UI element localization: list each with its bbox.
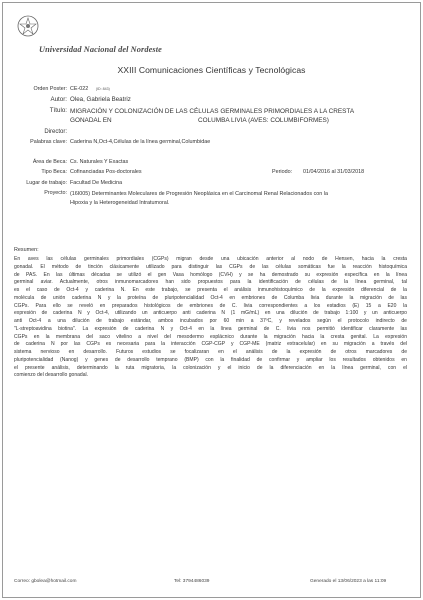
- titulo-line-2-b: COLUMBA LIVIA (AVES: COLUMBIFORMES): [198, 117, 329, 124]
- resumen-line: "L-streptoavidina biotina". La expresión de caderina N y Oct-4 en la línea germinal de C. livia nos permitió identificar claramente las: [14, 325, 407, 332]
- resumen-line: comienzo del desarrollo gonadal.: [14, 372, 89, 379]
- footer-generated: Generado el 13/06/2023 a las 11:09: [310, 579, 387, 584]
- lugar-trabajo-value: Facultad De Medicina: [70, 180, 123, 186]
- periodo-label: Periodo:: [272, 169, 293, 175]
- resumen-line: de PAS. En las últimas décadas se utilizó el gen Vasa homólogo (CVH) y se ha demostrado su expresión específica en la línea: [14, 271, 407, 278]
- resumen-line: germinal aviar. Actualmente, otros inmunomarcadores han sido propuestos para la identificación de células de la línea germinal, tal: [14, 279, 407, 286]
- resumen-line: pluripotencialidad (Nanog) y genes de desarrollo temprano (BMP) con la finalidad de confirmar y ampliar los resultados obtenidos en: [14, 356, 407, 363]
- titulo-line-2: [70, 116, 410, 125]
- resumen-line: de caderina N por las CGPs es necesaria para la interacción CGP-CGP y CGP-ME (matriz extracelular) en su migración a través del: [14, 341, 407, 348]
- university-name: Universidad Nacional del Nordeste: [39, 45, 162, 54]
- university-seal-icon: [15, 14, 41, 38]
- titulo-value: [70, 107, 410, 125]
- resumen-line: expresión de caderina N y Oct-4, utilizando un anticuerpo anti caderina N (1 mG/mL) en una dilución de trabajo 1:100 y un anticuerpo: [14, 310, 407, 317]
- area-beca-label: Área de Beca:: [32, 159, 67, 165]
- university-header: [15, 14, 162, 54]
- director-label: Director:: [44, 129, 67, 135]
- area-beca-value: Cs. Naturales Y Exactas: [70, 159, 129, 165]
- resumen-line: es el caso de Oct-4 y caderina N. En este trabajo, se presenta el análisis inmunohistoquímico de la expresión diferencial de la: [14, 287, 407, 293]
- resumen-body: [14, 256, 407, 380]
- palabras-clave-label: Palabras clave:: [30, 139, 67, 145]
- titulo-line-2-a: GONADAL EN: [70, 117, 112, 124]
- resumen-line: sistema nervioso en desarrollo. Futuros estudios se focalizaran en el análisis de la expresión de otros marcadores de: [14, 349, 407, 355]
- tipo-beca-label: Tipo Beca:: [41, 169, 67, 175]
- tipo-beca-value: Cofinanciadas Pos-doctorales: [70, 169, 142, 175]
- titulo-line-1: MIGRACIÓN Y COLONIZACIÓN DE LAS CÉLULAS GERMINALES PRIMORDIALES A LA CRESTA: [70, 108, 355, 115]
- resumen-line: el presente análisis, determinando la ruta migratoria, la colonización y el inicio de la diferenciación en la línea germinal, con el: [14, 364, 407, 371]
- orden-poster-label: Orden Poster:: [33, 86, 67, 92]
- proyecto-label: Proyecto:: [44, 190, 67, 196]
- resumen-line: molécula de unión caderina N y la proteína de pluripotencialidad Oct-4 en embriones de Columba livia durante la migración de las: [14, 294, 407, 301]
- resumen-line: gonadal. El método de tinción clásicamente utilizado para distinguir las CGPs de las células somáticas fue la reacción histoquímica: [14, 263, 407, 270]
- autor-label: Autor:: [50, 96, 67, 103]
- titulo-label: Título:: [49, 107, 67, 114]
- event-title: XXIII Comunicaciones Científicas y Tecnológicas: [117, 65, 306, 75]
- resumen-label: Resumen:: [14, 247, 39, 253]
- proyecto-value: [70, 190, 410, 208]
- orden-poster-code: CE-022: [70, 86, 89, 92]
- resumen-line: CGPs. Para ello se reveló en preparados histológicos de embriones de C. livia correspondientes a los estadios (E) 15 a E20 la: [14, 302, 407, 309]
- periodo-value: 01/04/2016 al 31/03/2018: [303, 169, 365, 175]
- resumen-line: anti Oct-4 a una dilución de trabajo estándar, ambos incubados por 60 min a 37ºC, y revelados según el protocolo indirecto de: [14, 318, 407, 324]
- lugar-trabajo-label: Lugar de trabajo:: [26, 180, 67, 186]
- footer-phone: Tel: 3794486039: [174, 579, 210, 584]
- resumen-line: En aves las células germinales primordiales (CGPs) migran desde una ubicación anterior al nodo de Hensen, hacia la cresta: [14, 256, 407, 262]
- proyecto-line-1: (16I005) Determinantes Moleculares de Progresión Neoplásica en el Carcinomal Renal Relacionados con la: [70, 191, 328, 197]
- palabras-clave-value: Caderina N,Oct-4,Células de la línea germinal,Columbidae: [70, 139, 211, 145]
- resumen-line: CGPs en la membrana del saco vitelino a nivel del mesodermo esplácnico durante la migración hacia la cresta genital. La expresión: [14, 333, 407, 340]
- autor-value: Olea, Gabriela Beatriz: [70, 96, 131, 103]
- orden-poster-id: (ID: 843): [95, 87, 110, 91]
- orden-poster-value: [70, 86, 110, 93]
- footer-email: Correo: gbolea@hotmail.com: [14, 579, 77, 584]
- proyecto-line-2: Hipoxia y la Heterogeneidad Intratumoral.: [70, 200, 170, 206]
